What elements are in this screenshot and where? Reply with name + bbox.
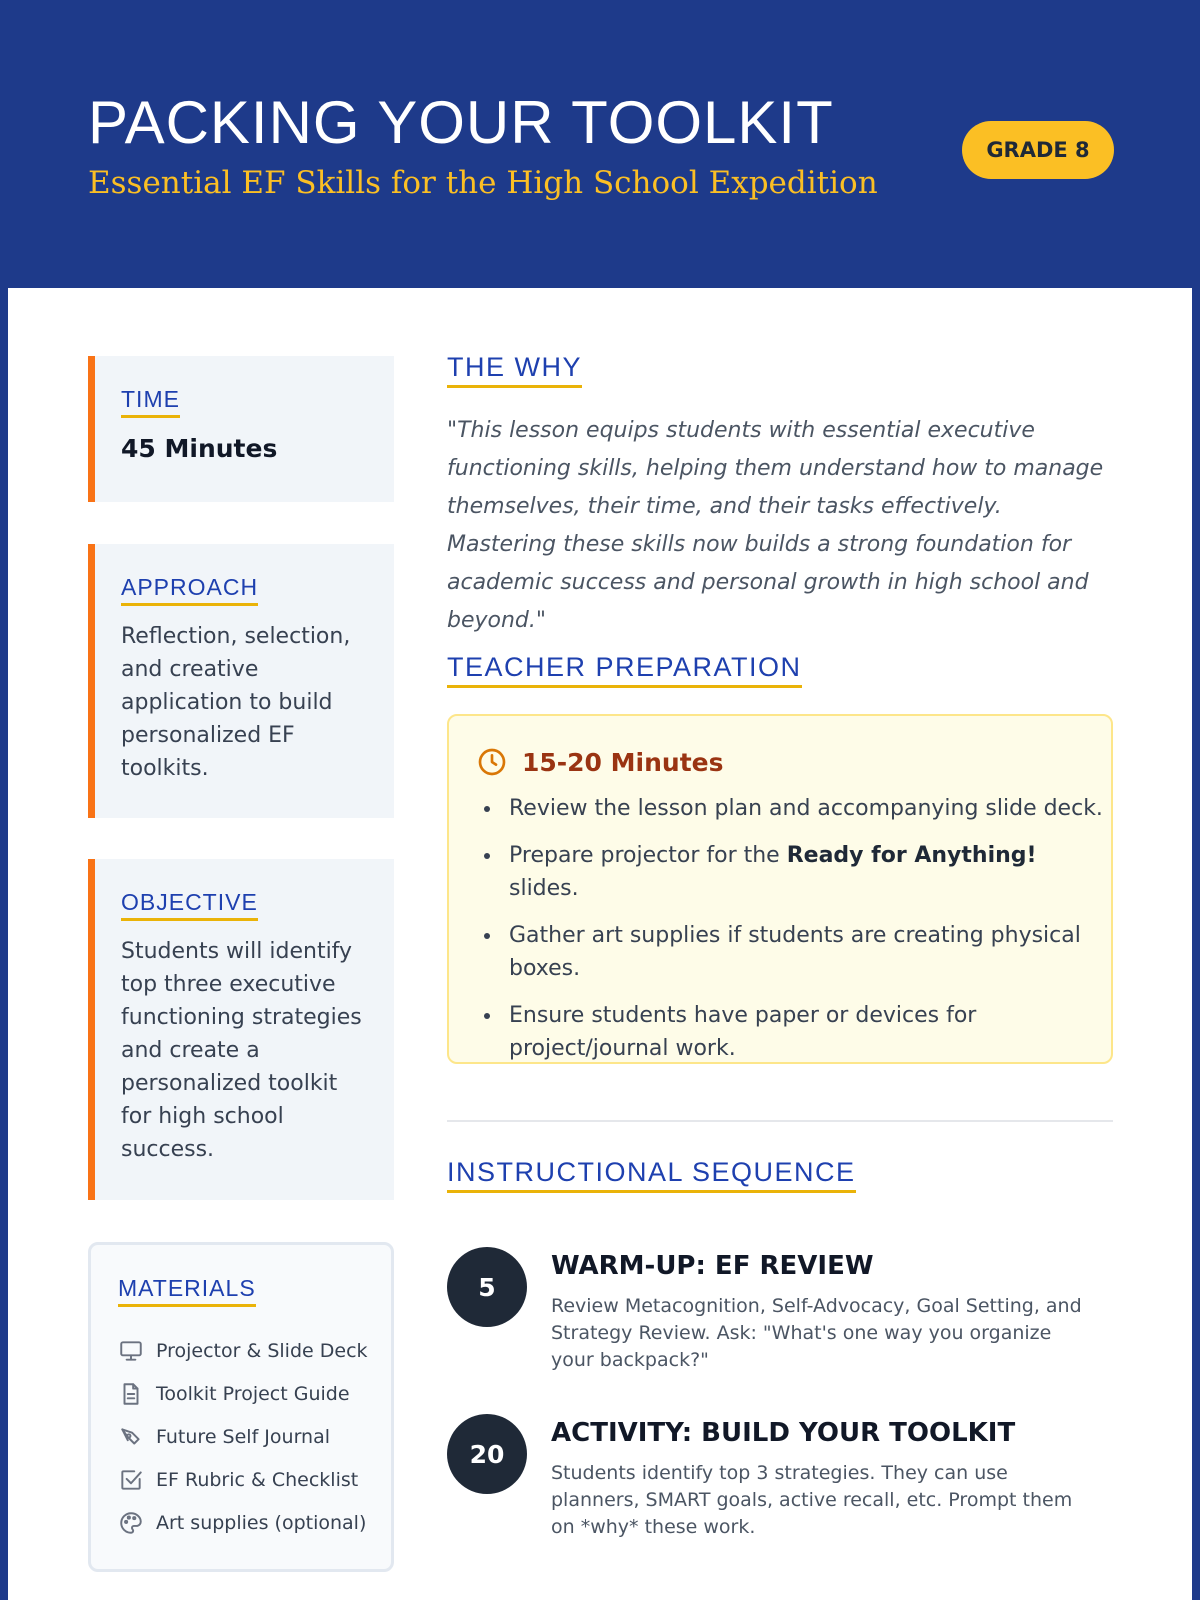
list-item <box>118 1372 391 1415</box>
clock-icon <box>476 746 508 778</box>
time-value: 45 Minutes <box>121 434 278 463</box>
document-icon <box>118 1381 144 1407</box>
prep-item-text: Review the lesson plan and accompanying slide deck. <box>509 796 1103 821</box>
sequence-step <box>447 1414 1113 1554</box>
objective-label: OBJECTIVE <box>121 889 258 921</box>
why-heading: THE WHY <box>447 352 582 388</box>
list-item <box>503 999 1111 1065</box>
slide-deck-name: Ready for Anything! <box>786 843 1037 868</box>
materials-box <box>88 1242 394 1572</box>
material-label: Projector & Slide Deck <box>156 1339 368 1362</box>
material-label: Future Self Journal <box>156 1425 331 1448</box>
approach-label: APPROACH <box>121 574 258 606</box>
list-item <box>118 1329 391 1372</box>
list-item <box>118 1415 391 1458</box>
time-box <box>88 356 394 502</box>
lesson-card <box>8 288 1192 1600</box>
objective-box <box>88 859 394 1200</box>
list-item <box>503 919 1111 985</box>
prep-heading: TEACHER PREPARATION <box>447 652 802 688</box>
prep-header <box>476 746 1111 778</box>
prep-item-text: Ensure students have paper or devices for project/journal work. <box>509 1003 977 1061</box>
approach-box <box>88 544 394 818</box>
palette-icon <box>118 1510 144 1536</box>
header-banner <box>0 0 1200 288</box>
materials-label: MATERIALS <box>118 1275 256 1307</box>
grade-badge: GRADE 8 <box>962 121 1114 179</box>
checkbox-icon <box>118 1467 144 1493</box>
step-minutes-badge: 20 <box>447 1414 527 1494</box>
list-item <box>503 839 1111 905</box>
list-item <box>503 792 1111 825</box>
why-quote: "This lesson equips students with essential executive functioning skills, helping them understand how to manage themselves, their time, and their tasks effectively. Mastering these skills now builds a strong foundation for academic success and personal growth in high school and beyond." <box>447 418 1104 633</box>
material-label: Art supplies (optional) <box>156 1511 367 1534</box>
materials-list <box>118 1329 391 1544</box>
step-title: WARM-UP: EF REVIEW <box>551 1251 874 1281</box>
pen-icon <box>118 1424 144 1450</box>
prep-item-text: slides. <box>509 876 579 901</box>
step-minutes-badge: 5 <box>447 1247 527 1327</box>
material-label: Toolkit Project Guide <box>156 1382 350 1405</box>
list-item <box>118 1501 391 1544</box>
prep-item-text: Prepare projector for the <box>509 843 787 868</box>
page-title: PACKING YOUR TOOLKIT <box>88 89 834 156</box>
step-description: Students identify top 3 strategies. They can use planners, SMART goals, active recall, etc. Prompt them on *why* these work. <box>551 1462 1073 1538</box>
monitor-icon <box>118 1338 144 1364</box>
step-title: ACTIVITY: BUILD YOUR TOOLKIT <box>551 1418 1016 1448</box>
prep-list <box>476 792 1111 1065</box>
prep-item-text: Gather art supplies if students are creating physical boxes. <box>509 923 1081 981</box>
time-label: TIME <box>121 386 180 418</box>
page-subtitle: Essential EF Skills for the High School Expedition <box>88 165 878 201</box>
prep-box <box>447 714 1113 1064</box>
section-divider <box>447 1120 1113 1122</box>
sequence-heading: INSTRUCTIONAL SEQUENCE <box>447 1157 856 1193</box>
sequence-step <box>447 1247 1113 1387</box>
approach-text: Reflection, selection, and creative application to build personalized EF toolkits. <box>121 624 351 781</box>
step-description: Review Metacognition, Self-Advocacy, Goal Setting, and Strategy Review. Ask: "What's one way you organize your backpack?" <box>551 1295 1082 1371</box>
objective-text: Students will identify top three executive functioning strategies and create a personalized toolkit for high school success. <box>121 939 362 1162</box>
list-item <box>118 1458 391 1501</box>
prep-time: 15-20 Minutes <box>522 747 724 777</box>
material-label: EF Rubric & Checklist <box>156 1468 359 1491</box>
